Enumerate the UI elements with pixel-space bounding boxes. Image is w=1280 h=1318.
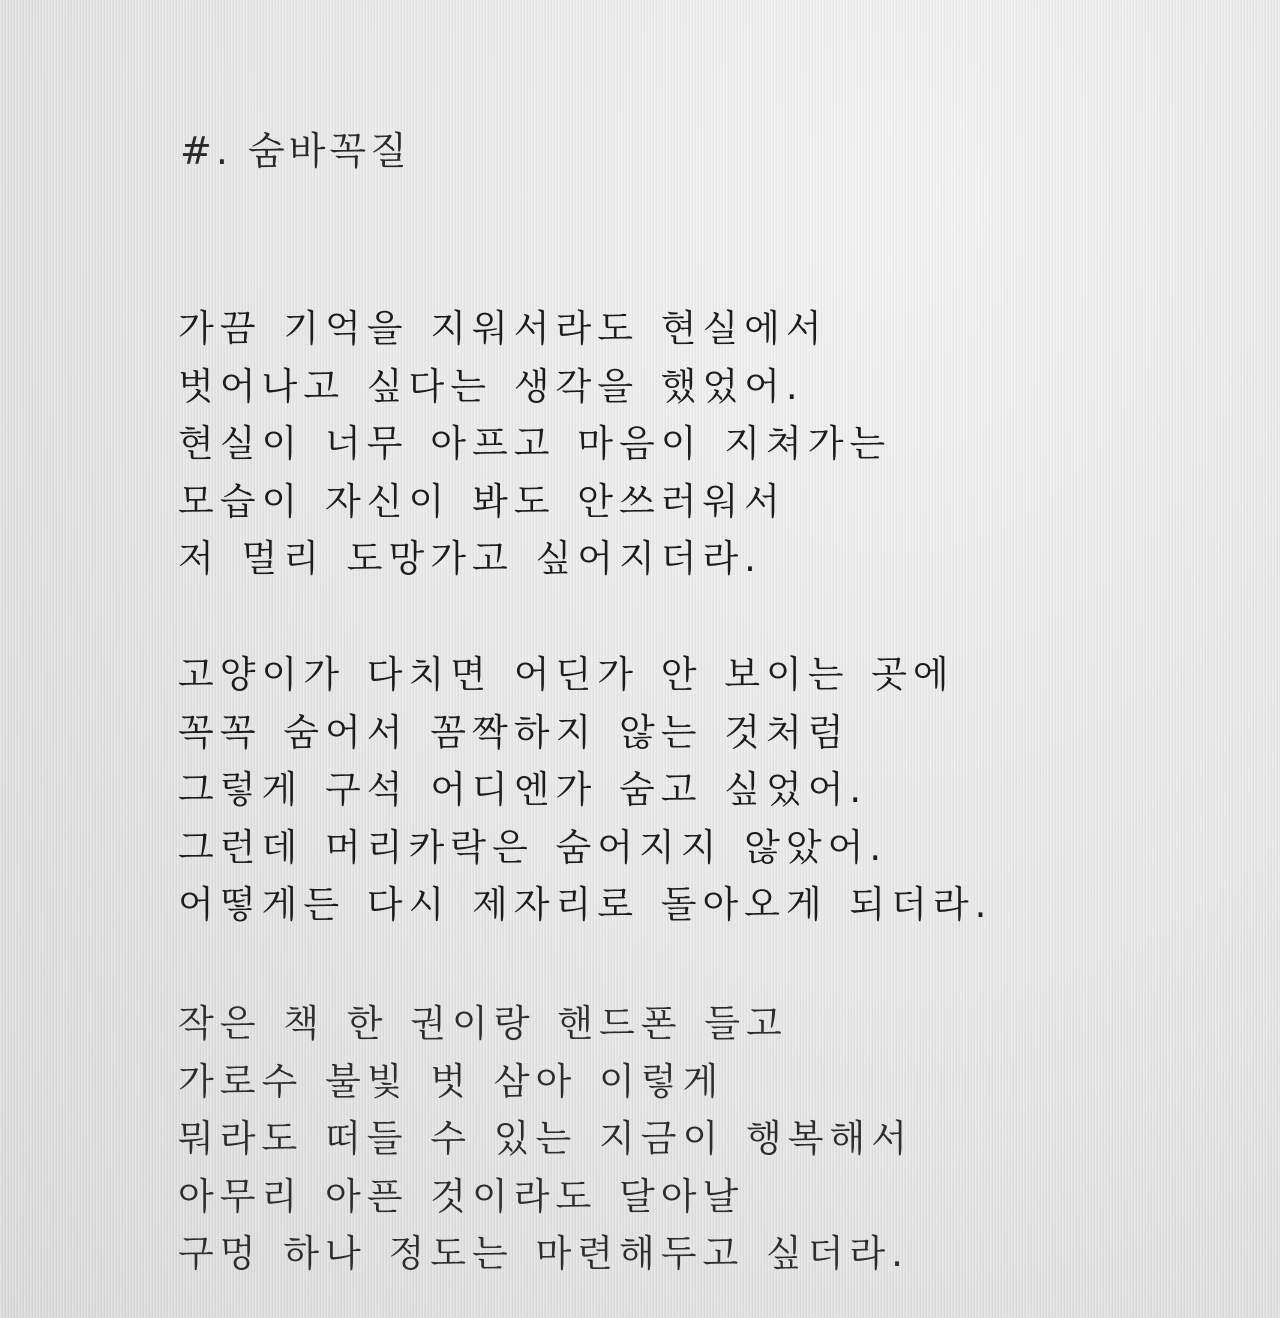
poem-title: #. 숨바꼭질 [180,129,411,173]
poem-line: 어떻게든 다시 제자리로 돌아오게 되더라. [178,883,993,926]
poem-line: 구멍 하나 정도는 마련해두고 싶더라. [178,1232,909,1275]
poem-line: 고양이가 다치면 어딘가 안 보이는 곳에 [178,653,955,696]
poem-line: 가로수 불빛 벗 삼아 이렇게 [178,1059,725,1103]
poem-line: 저 멀리 도망가고 싶어지더라. [178,537,762,580]
poem-line: 꼭꼭 숨어서 꼼짝하지 않는 것처럼 [178,710,850,754]
stanza-1 [178,300,891,588]
poem-line: 현실이 너무 아프고 마음이 지쳐가는 [178,422,892,465]
poem-line: 모습이 자신이 봐도 안쓰러워서 [178,479,786,523]
stanza-2 [178,646,992,934]
poem-line: 가끔 기억을 지워서라도 현실에서 [178,307,828,350]
poem-line: 벗어나고 싶다는 생각을 했었어. [178,364,804,408]
poem-line: 아무리 아픈 것이라도 달아날 [178,1174,745,1218]
poem-line: 그런데 머리카락은 숨어지지 않았어. [178,825,888,869]
poem-line: 뭐라도 떠들 수 있는 지금이 행복해서 [178,1117,913,1160]
poem-line: 작은 책 한 권이랑 핸드폰 들고 [178,1002,788,1045]
stanza-3 [178,995,913,1283]
poem-line: 그렇게 구석 어디엔가 숨고 싶었어. [178,768,868,811]
